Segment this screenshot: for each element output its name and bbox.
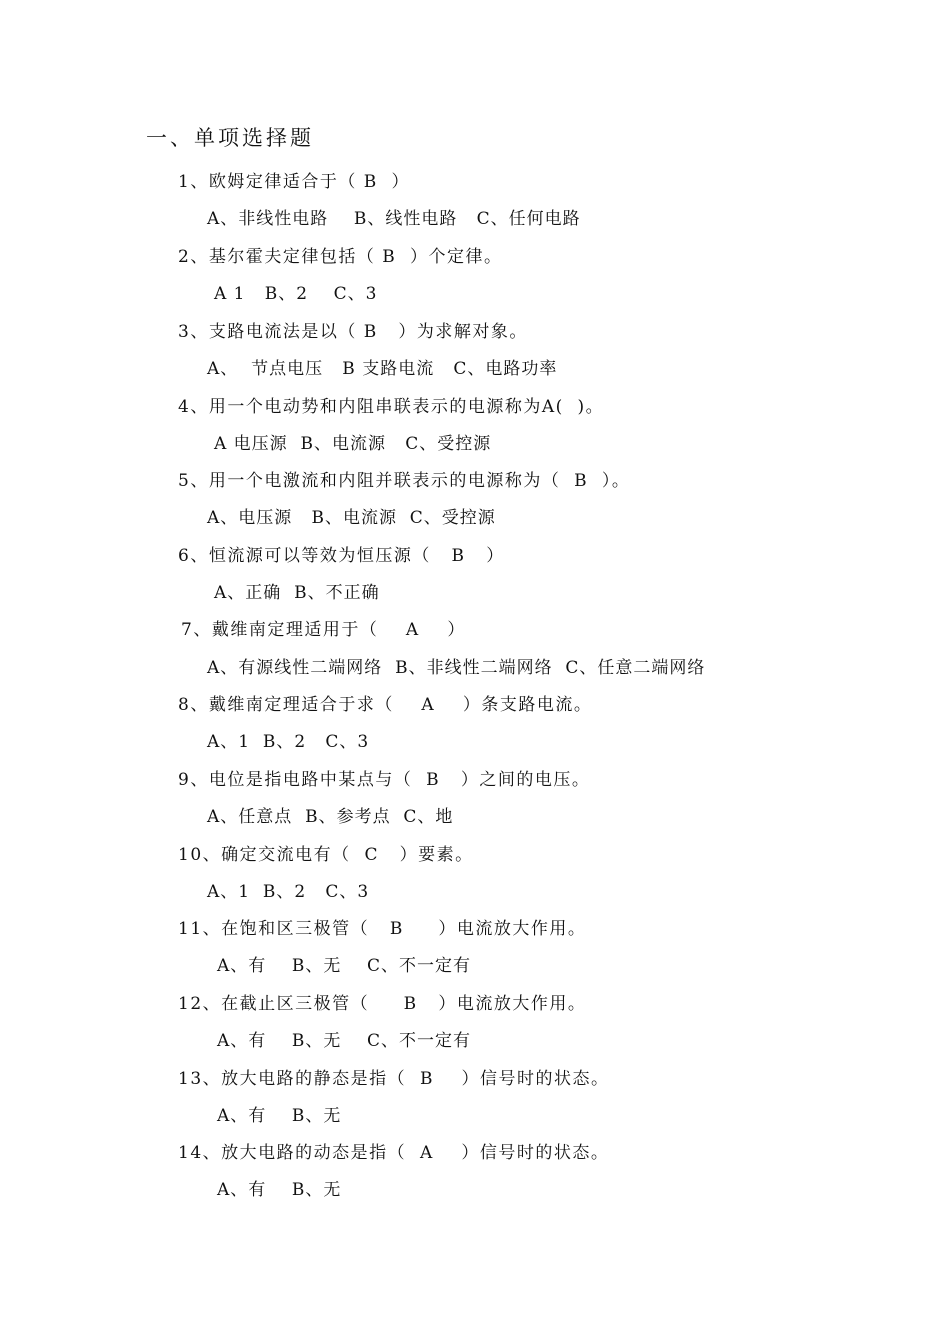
question-9: 9、电位是指电路中某点与（ B ）之间的电压。 — [178, 770, 591, 790]
options-8: A、1 B、2 C、3 — [207, 732, 370, 752]
question-12: 12、在截止区三极管（ B ）电流放大作用。 — [178, 994, 587, 1014]
question-6: 6、恒流源可以等效为恒压源（ B ） — [178, 546, 505, 566]
options-12: A、有 B、无 C、不一定有 — [217, 1031, 472, 1051]
question-8: 8、戴维南定理适合于求（ A ）条支路电流。 — [178, 695, 593, 715]
options-3: A、 节点电压 B 支路电流 C、电路功率 — [207, 359, 558, 379]
section-title: 一、单项选择题 — [146, 126, 314, 150]
options-14: A、有 B、无 — [217, 1180, 342, 1200]
options-7: A、有源线性二端网络 B、非线性二端网络 C、任意二端网络 — [207, 658, 706, 678]
question-11: 11、在饱和区三极管（ B ）电流放大作用。 — [178, 919, 587, 939]
options-13: A、有 B、无 — [217, 1106, 342, 1126]
question-3: 3、支路电流法是以（ B ）为求解对象。 — [178, 322, 528, 342]
options-5: A、电压源 B、电流源 C、受控源 — [207, 508, 496, 528]
question-14: 14、放大电路的动态是指（ A ）信号时的状态。 — [178, 1143, 610, 1163]
question-10: 10、确定交流电有（ C ）要素。 — [178, 845, 474, 865]
options-1: A、非线性电路 B、线性电路 C、任何电路 — [207, 209, 581, 229]
options-4: A 电压源 B、电流源 C、受控源 — [214, 434, 492, 454]
options-9: A、任意点 B、参考点 C、地 — [207, 807, 454, 827]
question-5: 5、用一个电激流和内阻并联表示的电源称为（ B ）。 — [178, 471, 631, 491]
options-6: A、正确 B、不正确 — [214, 583, 380, 603]
options-11: A、有 B、无 C、不一定有 — [217, 956, 472, 976]
question-13: 13、放大电路的静态是指（ B ）信号时的状态。 — [178, 1069, 610, 1089]
options-2: A 1 B、2 C、3 — [214, 284, 378, 304]
question-2: 2、基尔霍夫定律包括（ B ）个定律。 — [178, 247, 503, 267]
question-1: 1、欧姆定律适合于（ B ） — [178, 172, 411, 192]
question-7: 7、戴维南定理适用于（ A ） — [181, 620, 466, 640]
options-10: A、1 B、2 C、3 — [207, 882, 370, 902]
question-4: 4、用一个电动势和内阻串联表示的电源称为A( )。 — [178, 397, 605, 417]
